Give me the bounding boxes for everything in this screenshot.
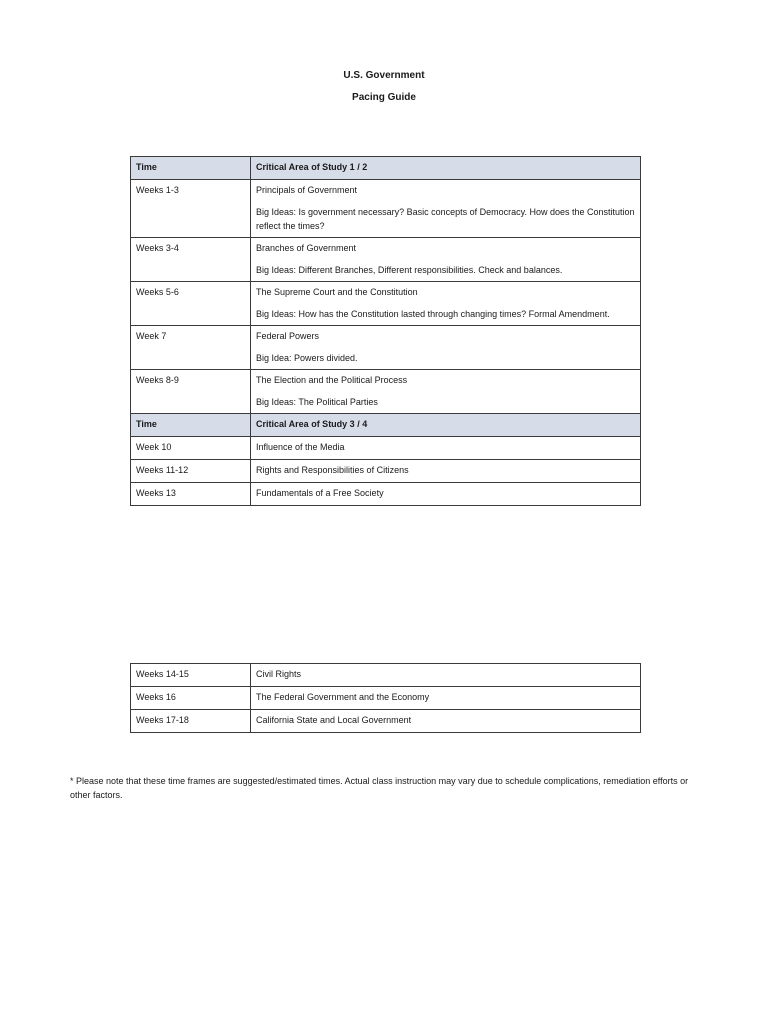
- time-cell: Weeks 16: [131, 687, 251, 710]
- big-ideas-text: Big Ideas: Different Branches, Different responsibilities. Check and balances.: [256, 265, 563, 275]
- time-cell: Week 10: [131, 437, 251, 460]
- pacing-table-part-1: [130, 156, 641, 506]
- table-row: [131, 687, 641, 710]
- table-row: [131, 483, 641, 506]
- table-row: [131, 460, 641, 483]
- topic-cell: Civil Rights: [251, 664, 641, 687]
- topic-text: The Supreme Court and the Constitution: [256, 287, 418, 297]
- topic-cell: The Federal Government and the Economy: [251, 687, 641, 710]
- table-header-row: [131, 414, 641, 437]
- content-cell: [251, 370, 641, 414]
- document-subtitle: Pacing Guide: [352, 92, 416, 103]
- document-title: U.S. Government: [343, 70, 425, 81]
- table-row: [131, 282, 641, 326]
- table-row: [131, 710, 641, 733]
- big-ideas-text: Big Ideas: The Political Parties: [256, 397, 378, 407]
- topic-text: Branches of Government: [256, 243, 357, 253]
- time-cell: Weeks 17-18: [131, 710, 251, 733]
- content-cell: [251, 326, 641, 370]
- time-cell: Weeks 5-6: [131, 282, 251, 326]
- content-cell: [251, 238, 641, 282]
- big-ideas-text: Big Idea: Powers divided.: [256, 353, 358, 363]
- content-cell: [251, 282, 641, 326]
- time-cell: Weeks 11-12: [131, 460, 251, 483]
- time-column-header: Time: [131, 157, 251, 180]
- topic-cell: Influence of the Media: [251, 437, 641, 460]
- table-row: [131, 180, 641, 238]
- time-cell: Week 7: [131, 326, 251, 370]
- time-cell: Weeks 8-9: [131, 370, 251, 414]
- critical-area-header: Critical Area of Study 3 / 4: [251, 414, 641, 437]
- topic-cell: Rights and Responsibilities of Citizens: [251, 460, 641, 483]
- table-header-row: [131, 157, 641, 180]
- time-column-header: Time: [131, 414, 251, 437]
- topic-text: Federal Powers: [256, 331, 320, 341]
- time-cell: Weeks 3-4: [131, 238, 251, 282]
- footnote: * Please note that these time frames are suggested/estimated times. Actual class instruction may vary due to schedule complications, remediation efforts or other factors.: [70, 776, 689, 800]
- table-row: [131, 326, 641, 370]
- table-row: [131, 238, 641, 282]
- pacing-table-part-2: [130, 663, 641, 733]
- topic-text: The Election and the Political Process: [256, 375, 408, 385]
- time-cell: Weeks 13: [131, 483, 251, 506]
- table-row: [131, 664, 641, 687]
- topic-cell: Fundamentals of a Free Society: [251, 483, 641, 506]
- content-cell: [251, 180, 641, 238]
- time-cell: Weeks 14-15: [131, 664, 251, 687]
- critical-area-header: Critical Area of Study 1 / 2: [251, 157, 641, 180]
- big-ideas-text: Big Ideas: How has the Constitution lasted through changing times? Formal Amendment.: [256, 309, 610, 319]
- table-row: [131, 370, 641, 414]
- time-cell: Weeks 1-3: [131, 180, 251, 238]
- topic-cell: California State and Local Government: [251, 710, 641, 733]
- table-row: [131, 437, 641, 460]
- topic-text: Principals of Government: [256, 185, 358, 195]
- big-ideas-text: Big Ideas: Is government necessary? Basic concepts of Democracy. How does the Constitution reflect the times?: [256, 207, 635, 231]
